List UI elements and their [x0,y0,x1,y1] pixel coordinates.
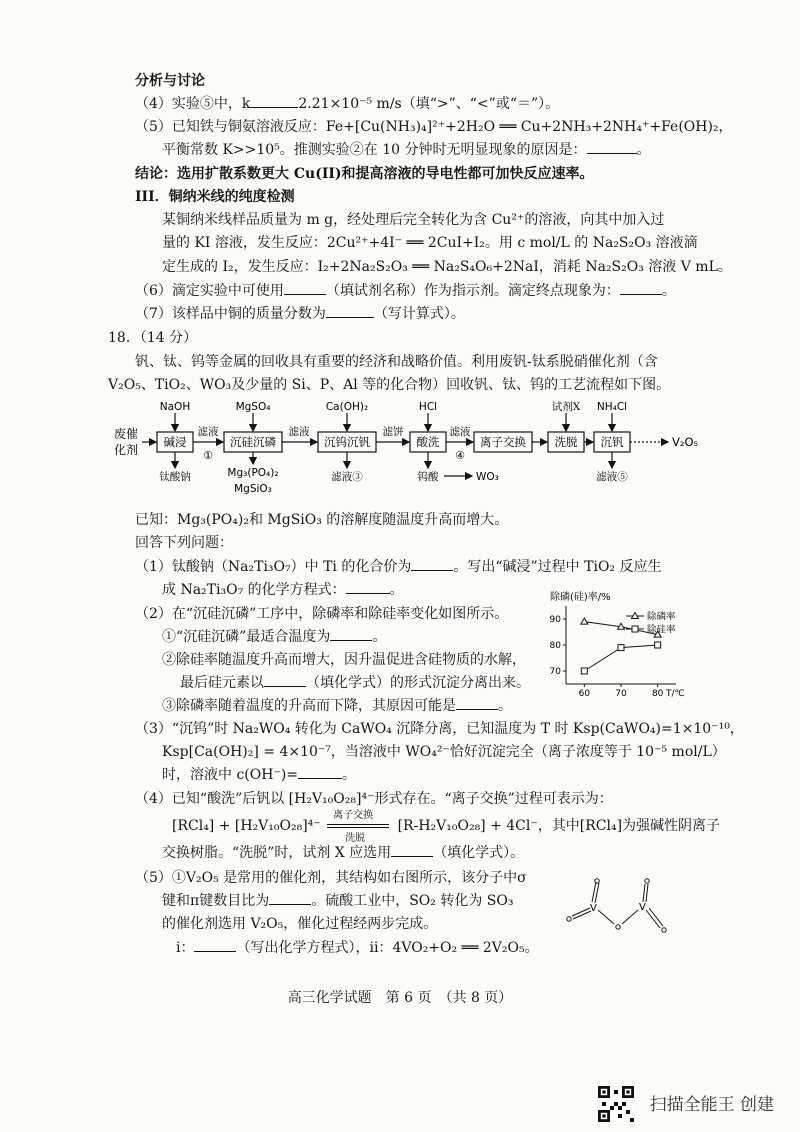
flow-output: 滤液③ [331,471,363,483]
flow-reagent: Ca(OH)₂ [325,401,369,413]
conclusion: 结论：选用扩散系数更大 Cu(II)和提高溶液的导电性都可加快反应速率。 [135,166,594,182]
flow-stream-label: 滤液 [197,426,219,438]
flow-output: WO₃ [476,471,499,483]
answer-blank[interactable] [330,626,372,641]
answer-blank[interactable] [391,842,433,857]
data-point-square [581,668,587,674]
sub-question-3-line1: （3）“沉钨”时 Na₂WO₄ 转化为 CaWO₄ 沉降分离，已知温度为 T 时 Ksp(CaWO₄)=1×10⁻¹⁰， [135,721,744,737]
flow-reagent: HCl [418,401,438,413]
answer-blank[interactable] [411,556,453,571]
legend-label: 除磷率 [647,611,676,623]
flow-start-label: 化剂 [114,443,139,457]
vanadium-atom: V [590,903,597,914]
removal-rate-chart [548,588,694,702]
sub-question-5-line2: 键和π键数目比为 。硫酸工业中，SO₂ 转化为 SO₃ [162,890,513,912]
flow-reagent: MgSO₄ [235,401,271,413]
sub-question-2b-line2: 最后硅元素以 （填化学式）的形式沉淀分离出来。 [180,672,530,694]
qr-code-icon [598,1086,634,1122]
y-tick-label: 90 [549,615,561,625]
flow-start-label: 废催 [114,427,139,441]
x-tick-label: 60 [578,689,591,699]
question-18-intro-2: V₂O₅、TiO₂、WO₃及少量的 Si、P、Al 等的化合物）回收钒、钛、钨的工艺流程如下图。 [108,377,671,393]
oxygen-atom [567,917,571,921]
answer-blank[interactable] [250,93,298,108]
y-tick-label: 80 [549,641,561,651]
v2o5-structure [560,878,680,948]
sub-question-1-line2: 成 Na₂Ti₃O₇ 的化学方程式： 。 [162,579,404,601]
y-tick-label: 70 [549,667,561,677]
flow-output: 钛酸钠 [159,471,191,483]
sub-question-3-line3: 时，溶液中 c(OH⁻)= 。 [162,764,356,786]
section-3-para-1: 某铜纳米线样品质量为 m g，经处理后完全转化为含 Cu²⁺的溶液，向其中加入过 [162,212,665,228]
flow-box-label: 沉硅沉磷 [230,435,276,449]
question-18-header: 18．（14 分） [108,330,198,346]
oxygen-atom [616,925,620,929]
answer-prompt: 回答下列问题： [135,535,233,551]
sub-question-2a: ①“沉硅沉磷”最适合温度为 。 [162,626,386,648]
x-tick-label: 70 [615,689,627,699]
flow-box-label: 洗脱 [554,435,578,449]
question-4: （4）实验⑤中，k 2.21×10⁻⁵ m/s（填“>”、“<”或“＝”）。 [135,93,559,115]
sub-question-2b-line1: ②除硅率随温度升高而增大，因升温促进含硅物质的水解， [162,652,526,668]
legend-marker-square [632,626,638,632]
watermark-text: 扫描全能王 创建 [649,1095,774,1115]
answer-blank[interactable] [194,937,236,952]
flow-reagent: NH₄Cl [596,401,628,413]
answer-blank[interactable] [269,890,311,905]
sub-question-5-line4: i： （写出化学方程式），ii：4VO₂+O₂ ══ 2V₂O₅。 [176,937,539,959]
data-point-square [618,645,624,651]
flow-product: V₂O₅ [672,435,699,449]
sub-question-4-line3: 交换树脂。“洗脱”时，试剂 X 应选用 （填化学式）。 [162,842,524,864]
question-18-intro-1: 钒、钛、钨等金属的回收具有重要的经济和战略价值。利用废钒-钛系脱硝催化剂（含 [135,354,658,370]
ion-exchange-equation: [RCl₄] + [H₂V₁₀O₂₈]⁴⁻ 离子交换 洗脱 [R-H₂V₁₀O₂₈] + 4Cl⁻，其中[RCl₄]为强碱性阴离子 [172,810,721,844]
question-5-line2: 平衡常数 K>>10⁵。推测实验②在 10 分钟时无明显现象的原因是： 。 [162,139,651,161]
question-7: （7）该样品中铜的质量分数为 （写计算式）。 [135,303,465,325]
flow-stream-label: 滤液 [288,426,310,438]
oxygen-atom [595,879,599,883]
sub-question-3-line2: Ksp[Ca(OH)₂] = 4×10⁻⁷，当溶液中 WO₄²⁻恰好沉淀完全（离子浓度等于 10⁻⁵ mol/L） [162,744,726,760]
answer-blank[interactable] [326,303,374,318]
known-info: 已知：Mg₃(PO₄)₂和 MgSiO₃ 的溶解度随温度升高而增大。 [135,512,509,528]
sub-question-5-line3: 的催化剂选用 V₂O₅，催化过程经两步完成。 [162,916,438,932]
flow-output: 滤液⑤ [596,471,628,483]
question-5-line1: （5）已知铁与铜氨溶液反应：Fe+[Cu(NH₃)₄]²⁺+2H₂O ══ Cu+2NH₃+2NH₄⁺+Fe(OH)₂， [135,119,733,135]
answer-blank[interactable] [620,280,662,295]
flow-reagent: NaOH [159,401,191,413]
oxygen-atom [662,928,666,932]
flow-box-label: 沉钒 [600,435,624,449]
flow-output: Mg₃(PO₄)₂ [227,467,279,479]
answer-blank[interactable] [346,579,390,594]
x-axis-label: T/℃ [666,689,685,699]
flow-stream-number: ① [203,449,213,462]
vanadium-atom: V [639,902,646,913]
sub-question-1-line1: （1）钛酸钠（Na₂Ti₃O₇）中 Ti 的化合价为 。写出“碱浸”过程中 TiO₂ 反应生 [135,556,661,578]
data-point-square [655,642,661,648]
flow-box-label: 离子交换 [480,435,526,449]
analysis-heading: 分析与讨论 [135,73,205,89]
section-3-para-2: 量的 KI 溶液，发生反应：2Cu²⁺+4I⁻ ══ 2CuI+I₂。用 c mol/L 的 Na₂S₂O₃ 溶液滴 [162,235,698,251]
sub-question-2-line1: （2）在“沉硅沉磷”工序中，除磷率和除硅率变化如图所示。 [135,606,509,622]
answer-blank[interactable] [456,695,498,710]
x-tick-label: 80 [651,689,664,699]
flow-box-label: 酸洗 [416,435,440,449]
flow-output: MgSiO₃ [234,483,272,495]
oxygen-atom [645,879,649,883]
section-3-title: III．铜纳米线的纯度检测 [135,189,295,205]
answer-blank[interactable] [298,764,342,779]
flow-reagent: 试剂X [551,401,581,413]
answer-blank[interactable] [264,672,306,687]
question-6: （6）滴定实验中可使用 （填试剂名称）作为指示剂。滴定终点现象为： 。 [135,280,676,302]
legend-label: 除硅率 [647,624,676,636]
flow-stream-label: 滤液 [449,426,471,438]
answer-blank[interactable] [284,280,326,295]
flow-box-label: 碱浸 [163,435,187,449]
sub-question-2c: ③除磷率随着温度的升高而下降，其原因可能是 。 [162,695,512,717]
reversible-arrow: 离子交换 洗脱 [325,815,393,837]
chart-title: 除磷(硅)率/% [550,592,611,603]
section-3-para-3: 定生成的 I₂，发生反应：I₂+2Na₂S₂O₃ ══ Na₂S₄O₆+2NaI，消耗 Na₂S₂O₃ 溶液 V mL。 [162,259,732,275]
answer-blank[interactable] [587,139,637,154]
page-footer: 高三化学试题 第 6 页 （共 8 页） [287,990,513,1006]
sub-question-5-line1: （5）①V₂O₅ 是常用的催化剂，其结构如右图所示，该分子中σ [135,870,527,886]
flow-stream-number: ④ [455,449,465,462]
sub-question-4-line1: （4）已知“酸洗”后钒以 [H₂V₁₀O₂₈]⁴⁻形式存在。“离子交换”过程可表示为： [135,791,613,807]
flow-stream-label: 滤饼 [382,426,404,438]
data-point-triangle [581,618,588,624]
flow-box-label: 沉钨沉钒 [324,435,370,449]
flow-output: 钨酸 [417,471,439,483]
process-flow-diagram [100,398,740,500]
